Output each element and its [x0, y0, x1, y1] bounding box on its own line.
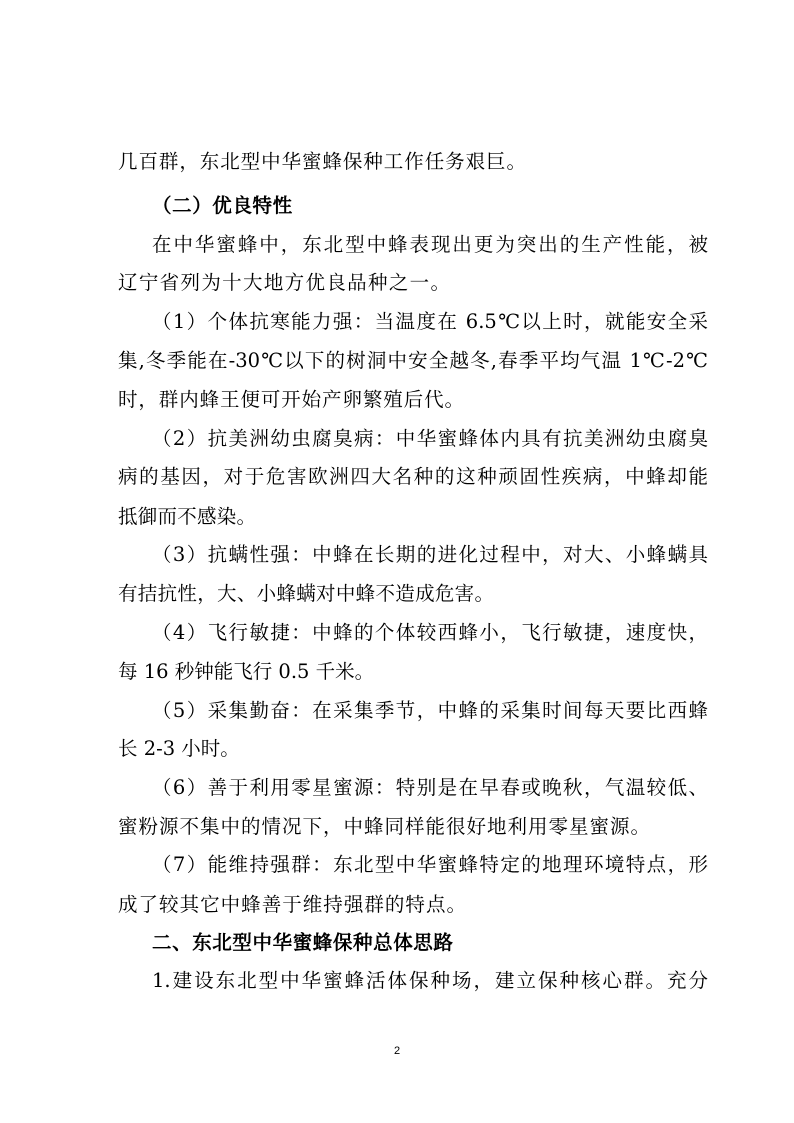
list-item-line: （1）个体抗寒能力强：当温度在 6.5℃以上时，就能安全采	[152, 310, 708, 333]
body-text-line: 几百群，东北型中华蜜蜂保种工作任务艰巨。	[118, 150, 526, 173]
list-item-line: 有拮抗性，大、小蜂螨对中蜂不造成危害。	[118, 582, 494, 605]
body-text-line: 辽宁省列为十大地方优良品种之一。	[118, 271, 450, 294]
page-number: 2	[394, 1045, 401, 1057]
list-item-line: 时，群内蜂王便可开始产卵繁殖后代。	[118, 388, 464, 411]
list-item-line: （2）抗美洲幼虫腐臭病：中华蜜蜂体内具有抗美洲幼虫腐臭	[152, 427, 708, 450]
list-item-line: 病的基因，对于危害欧洲四大名种的这种顽固性疾病，中蜂却能	[118, 465, 708, 488]
list-item-line: 成了较其它中蜂善于维持强群的特点。	[118, 893, 466, 916]
list-item-line: 抵御而不感染。	[118, 505, 256, 528]
body-text-line: 1.建设东北型中华蜜蜂活体保种场，建立保种核心群。充分	[152, 969, 708, 992]
list-item-line: 蜜粉源不集中的情况下，中蜂同样能很好地利用零星蜜源。	[118, 815, 650, 838]
list-item-line: 长 2-3 小时。	[118, 737, 240, 760]
section-heading: （二）优良特性	[152, 194, 293, 217]
list-item-line: 每 16 秒钟能飞行 0.5 千米。	[118, 660, 375, 683]
list-item-line: （6）善于利用零星蜜源：特别是在早春或晚秋，气温较低、	[152, 776, 708, 799]
list-item-line: 集,冬季能在-30℃以下的树洞中安全越冬,春季平均气温 1℃-2℃	[118, 349, 708, 372]
list-item-line: （5）采集勤奋：在采集季节，中蜂的采集时间每天要比西蜂	[152, 699, 708, 722]
section-heading: 二、东北型中华蜜蜂保种总体思路	[152, 931, 454, 954]
list-item-line: （7）能维持强群：东北型中华蜜蜂特定的地理环境特点，形	[152, 853, 708, 876]
list-item-line: （4）飞行敏捷：中蜂的个体较西蜂小，飞行敏捷，速度快，	[152, 621, 708, 644]
body-text-line: 在中华蜜蜂中，东北型中蜂表现出更为突出的生产性能，被	[152, 233, 708, 256]
list-item-line: （3）抗螨性强：中蜂在长期的进化过程中，对大、小蜂螨具	[152, 543, 708, 566]
